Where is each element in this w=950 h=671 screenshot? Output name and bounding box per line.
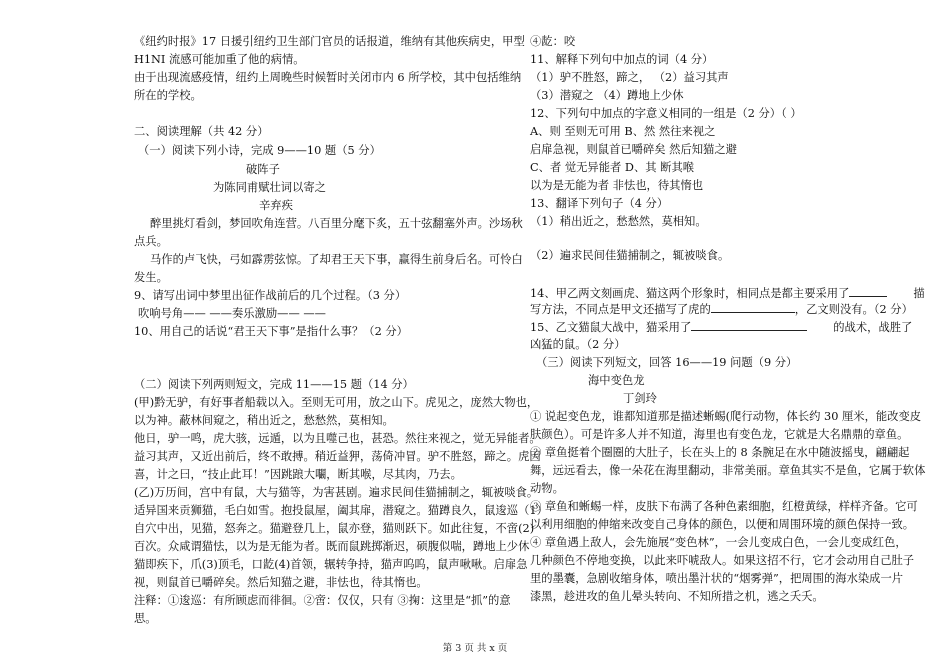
text-line: (甲)黔无驴，有好事者船载以入。至则无可用，放之山下。虎见之，庞然大物也， xyxy=(134,396,539,409)
question-12-option: 启扉急视，则鼠首已嚼碎矣 然后知猫之避 xyxy=(530,143,737,156)
question-15 xyxy=(530,319,912,335)
text-line: 由于出现流感疫情，纽约上周晚些时候暂时关闭市内 6 所学校，其中包括维纳 xyxy=(134,71,522,84)
poem-title: 破阵子 xyxy=(246,163,280,176)
text-line: 以为神。蔽林间窥之，稍出近之，愁愁然，莫相知。 xyxy=(134,414,394,427)
text-line: 视，则鼠首已嚼碎矣。然后知猫之避，非怯也，待其惰也。 xyxy=(134,576,428,589)
answer-blank[interactable] xyxy=(691,319,807,331)
question-13-item: （2）遍求民间佳猫捕制之，辄被啖食。 xyxy=(530,249,730,262)
text-line: 醉里挑灯看剑，梦回吹角连营。八百里分麾下炙，五十弦翻塞外声。沙场秋 xyxy=(150,217,523,230)
subsection-heading: （三）阅读下列短文，回答 16——19 问题（9 分） xyxy=(536,356,798,369)
text-line: ② 章鱼挺着个圈圈的大肚子，长在头上的 8 条腕足在水中随波摇曳，翩翩起 xyxy=(530,446,910,459)
text-line: (乙)万历间，宫中有鼠，大与猫等，为害甚剧。遍求民间佳猫捕制之，辄被啖食。 xyxy=(134,486,539,499)
text-line: ④ 章鱼遇上敌人，会先施展“变色林”，一会儿变成白色，一会儿变成红色， xyxy=(530,536,907,549)
question-12-option: A、则 至则无可用 B、然 然往来视之 xyxy=(530,125,716,138)
subsection-heading: （一）阅读下列小诗，完成 9——10 题（5 分） xyxy=(138,144,381,157)
text-line: 适异国来贡狮猫，毛白如雪。抱投鼠屋，阖其扉，潜窥之。猫蹲良久，鼠逡巡（1） xyxy=(134,504,548,517)
text-line: 《纽约时报》17 日援引纽约卫生部门官员的话报道，维纳有其他疾病史，甲型 xyxy=(134,35,525,48)
article-title: 海中变色龙 xyxy=(588,374,645,387)
question-9: 9、请写出词中梦里出征作战前后的几个过程。（3 分） xyxy=(134,289,407,302)
question-14 xyxy=(530,285,925,301)
question-11: 11、解释下列句中加点的词（4 分） xyxy=(530,53,714,66)
text-line: ④龁：咬 xyxy=(530,35,576,48)
question-15-text: 的战术，战胜了 xyxy=(833,321,913,334)
text-line: 舞，远远看去，像一朵花在海里翻动，非常美丽。章鱼其实不是鱼，它属于软体 xyxy=(530,464,926,477)
question-13-item: （1）稍出近之，愁愁然，莫相知。 xyxy=(530,215,707,228)
text-line: 自穴中出，见猫，怒奔之。猫避登几上，鼠亦登，猫则跃下。如此往复，不啻(2) xyxy=(134,522,535,535)
question-10: 10、用自己的话说“君王天下事”是指什么事？（2 分） xyxy=(134,325,408,338)
text-line: 里的墨囊，急剧收缩身体，喷出墨汁状的“烟雾弹”，把周围的海水染成一片 xyxy=(530,572,904,585)
annotation-line: 注释：①逡巡：有所顾虑而徘徊。②啻：仅仅，只有 ③掬：这里是“抓”的意 xyxy=(134,594,511,607)
article-author: 丁剑玲 xyxy=(623,392,657,405)
answer-blank[interactable] xyxy=(711,301,795,313)
text-line: 动物。 xyxy=(530,482,564,495)
answer-blank[interactable] xyxy=(849,285,887,297)
question-13: 13、翻译下列句子（4 分） xyxy=(530,197,669,210)
page-footer: 第 3 页 共 x 页 xyxy=(442,643,508,654)
question-14 xyxy=(530,301,913,317)
question-12-option: C、者 觉无异能者 D、其 断其喉 xyxy=(530,161,695,174)
text-line: 漆黑，趁进攻的鱼儿晕头转向、不知所措之机，逃之夭夭。 xyxy=(530,590,824,603)
text-line: 发生。 xyxy=(134,271,168,284)
poem-author: 辛弃疾 xyxy=(259,199,293,212)
question-12: 12、下列句中加点的字意义相同的一组是（2 分）（ ） xyxy=(530,107,802,120)
text-line: 猫即疾下，爪(3)顶毛，口龁(4)首领，辗转争持，猫声呜呜，鼠声啾啾。启扉急 xyxy=(134,558,528,571)
text-line: 以利用细胞的伸缩来改变自己身体的颜色，以便和周围环境的颜色保持一致。 xyxy=(530,518,915,531)
text-line: ③ 章鱼和蜥蜴一样，皮肤下布满了各种色素细胞，红橙黄绿，样样齐备。它可 xyxy=(530,500,918,513)
question-9-answer-line: 吹响号角—— ——奏乐激励—— —— xyxy=(138,307,326,320)
text-line: 肤颜色）。可是许多人并不知道，海里也有变色龙，它就是大名鼎鼎的章鱼。 xyxy=(530,428,909,441)
question-11-items: （1）驴不胜怒，蹄之， （2）益习其声 xyxy=(530,71,729,84)
annotation-line: 思。 xyxy=(134,612,157,625)
text-line: H1NI 流感可能加重了他的病情。 xyxy=(134,53,305,66)
text-line: 益习其声，又近出前后，终不敢搏。稍近益狎，荡倚冲冒。驴不胜怒，蹄之。虎因 xyxy=(134,450,541,463)
text-line: ① 说起变色龙，谁都知道那是描述蜥蜴(爬行动物，体长约 30 厘米，能改变皮 xyxy=(530,410,922,423)
section-heading: 二、阅读理解（共 42 分） xyxy=(134,125,269,138)
question-14-text: 描 xyxy=(913,287,925,300)
question-14-text: ，乙文则没有。（2 分） xyxy=(794,303,913,316)
question-14-text: 写方法，不同点是甲文还描写了虎的 xyxy=(530,303,711,316)
question-15-text: 15、乙文猫鼠大战中，猫采用了 xyxy=(530,321,692,334)
question-11-items: （3）潜窥之 （4）蹲地上少休 xyxy=(530,89,684,102)
subsection-heading: （二）阅读下列两则短文，完成 11——15 题（14 分） xyxy=(134,378,414,391)
question-12-option: 以为是无能为者 非怯也，待其惰也 xyxy=(530,179,704,192)
question-15-text: 凶猛的鼠。（2 分） xyxy=(530,338,626,351)
text-line: 马作的卢飞快，弓如霹雳弦惊。了却君王天下事，赢得生前身后名。可怜白 xyxy=(150,253,523,266)
text-line: 百次。众咸谓猫怯，以为是无能为者。既而鼠跳掷渐迟，硕腹似喘，蹲地上少休 xyxy=(134,540,530,553)
text-line: 几种颜色不停地变换，以此来吓唬敌人。如果这招不行，它才会动用自己肚子 xyxy=(530,554,915,567)
text-line: 他日，驴一鸣，虎大骇，远遁，以为且噬己也，甚恐。然往来视之，觉无异能者。 xyxy=(134,432,541,445)
question-14-text: 14、甲乙两文刻画虎、猫这两个形象时，相同点是都主要采用了 xyxy=(530,287,850,300)
text-line: 点兵。 xyxy=(134,235,168,248)
text-line: 喜，计之曰，“技止此耳！”因跳踉大㘚，断其喉，尽其肉，乃去。 xyxy=(134,468,462,481)
text-line: 所在的学校。 xyxy=(134,89,202,102)
poem-subtitle: 为陈同甫赋壮词以寄之 xyxy=(213,181,326,194)
